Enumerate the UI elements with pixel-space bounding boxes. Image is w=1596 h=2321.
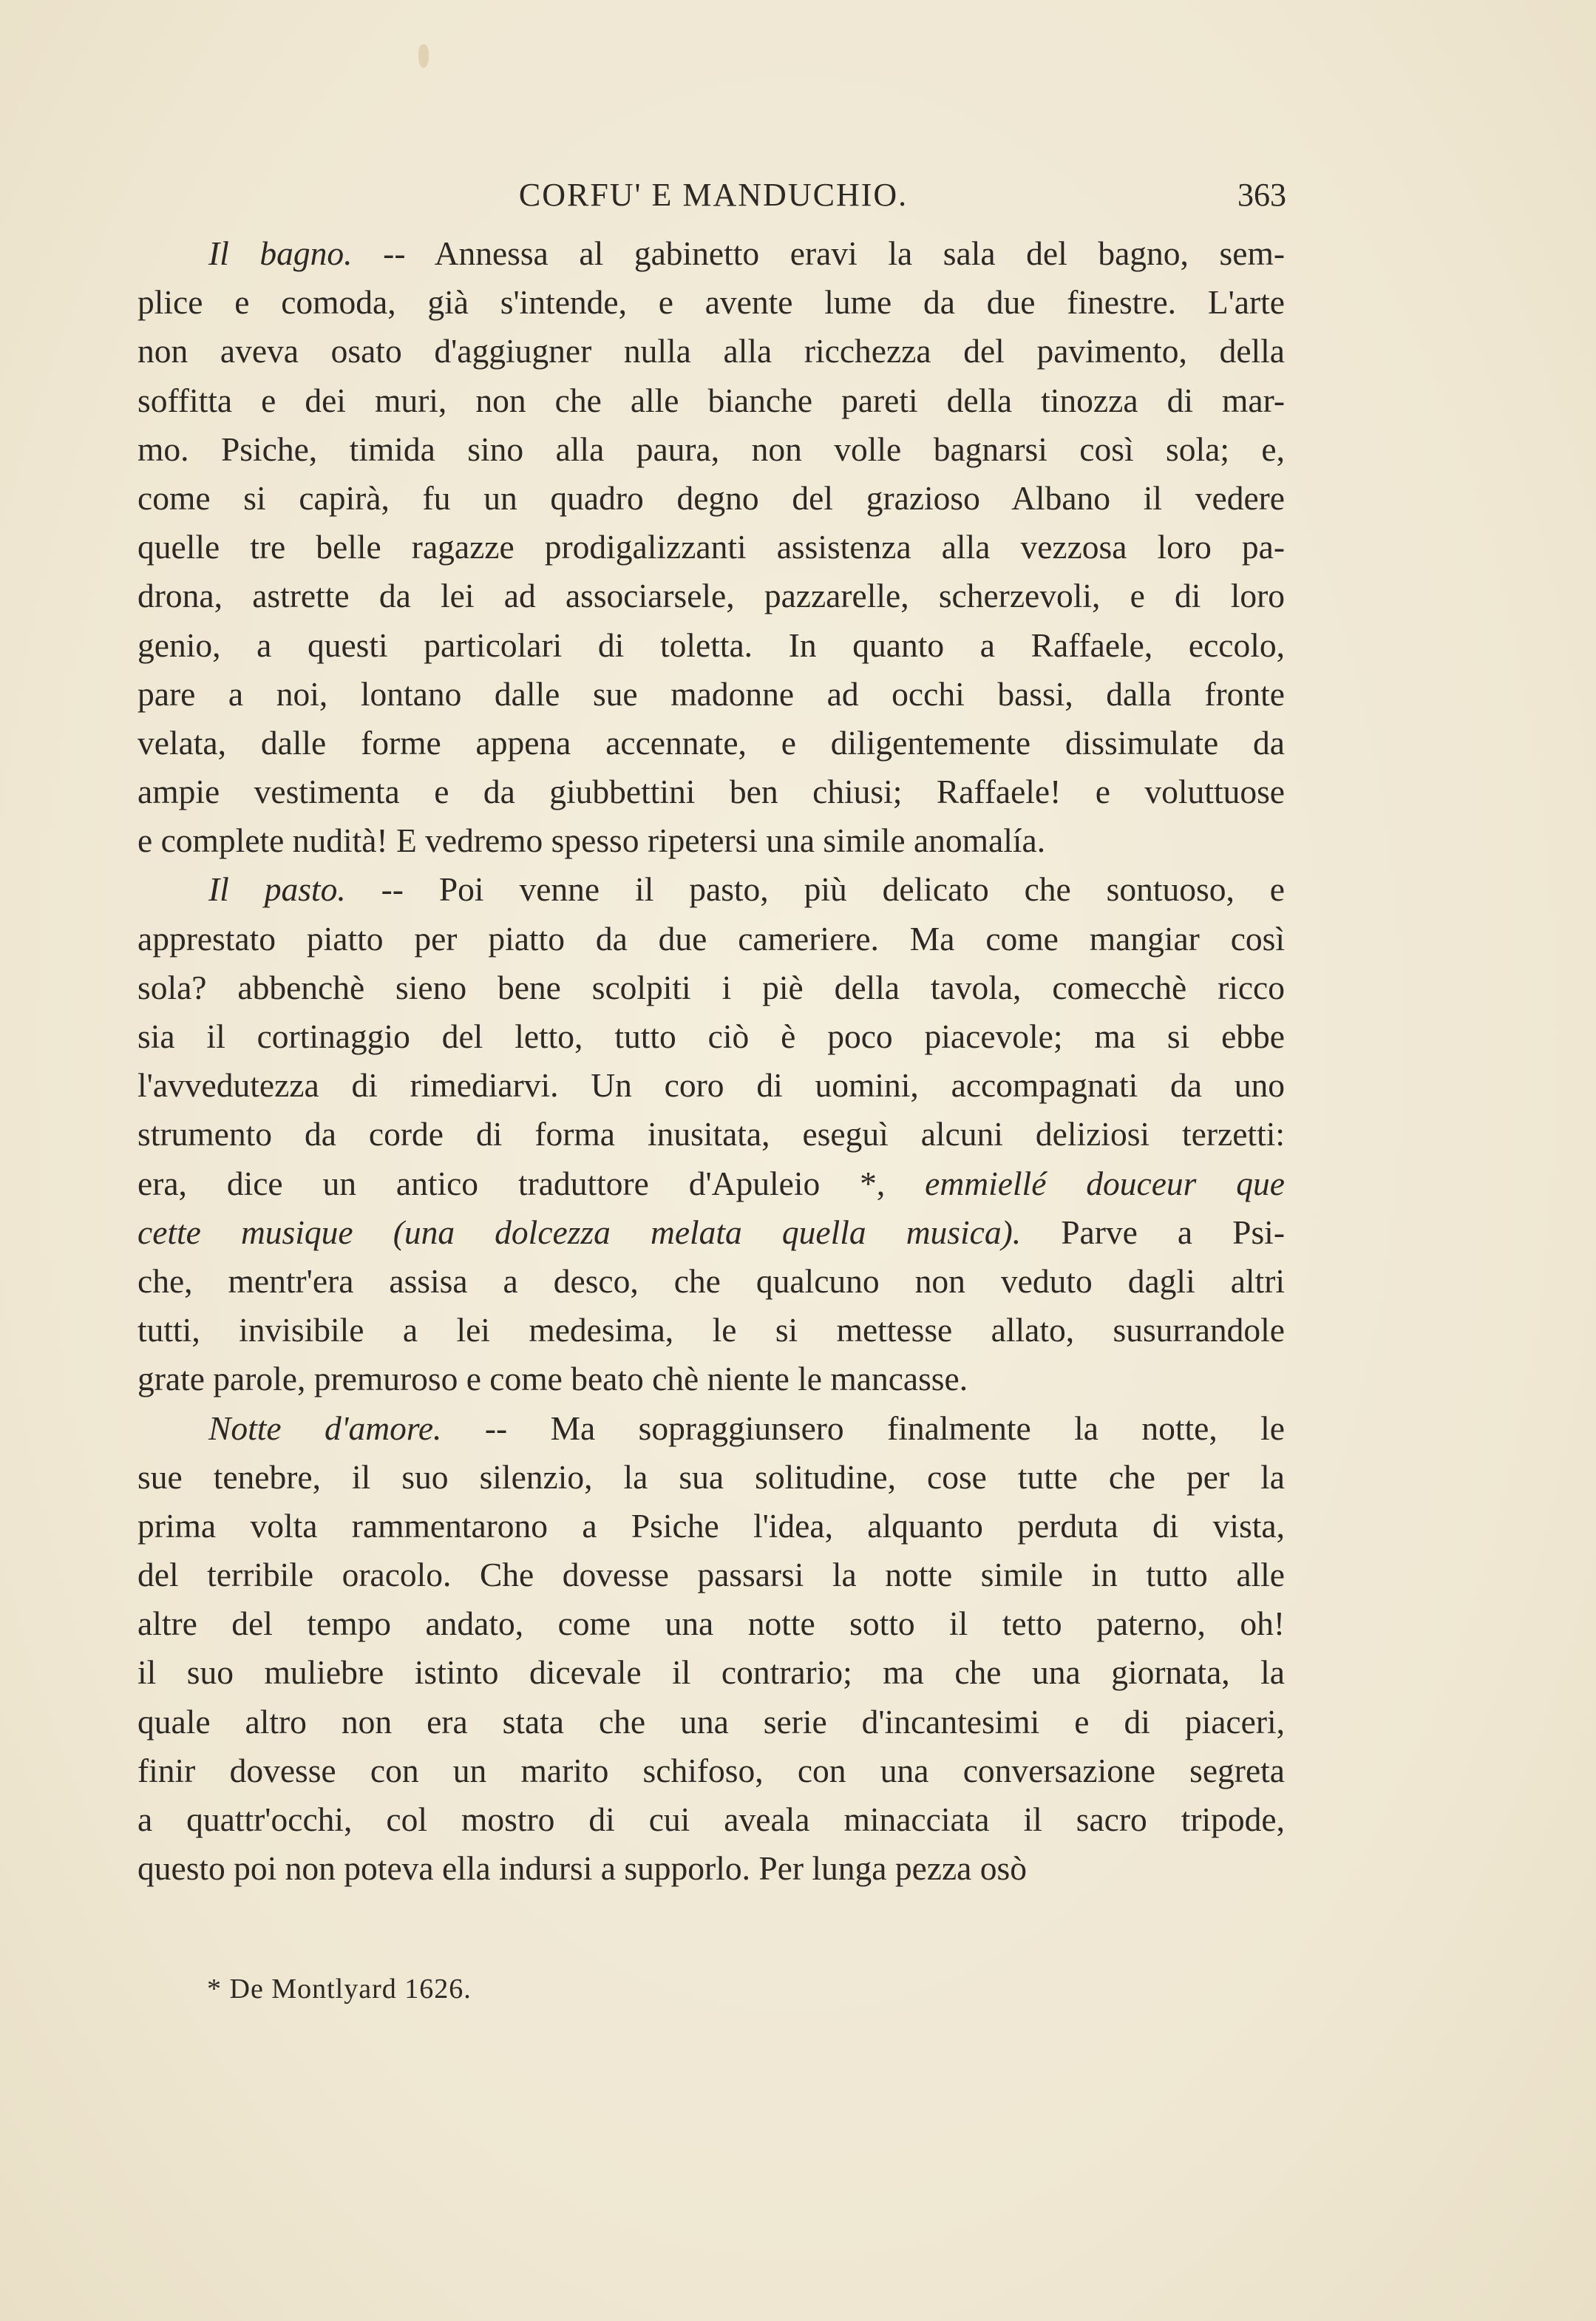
text-line [137, 1453, 1285, 1502]
text-line [137, 1306, 1285, 1355]
line-text: velata, dalle forme appena accennate, e diligentemente dissimulate da [137, 723, 1285, 762]
line-text: il suo muliebre istinto dicevale il contrario; ma che una giornata, la [137, 1653, 1285, 1692]
line-text: era, dice un antico traduttore d'Apuleio *, [137, 1164, 926, 1202]
text-line [137, 376, 1285, 425]
line-text: quelle tre belle ragazze prodigalizzanti assistenza alla vezzosa loro pa- [137, 528, 1285, 566]
line-text: apprestato piatto per piatto da due cameriere. Ma come mangiar così [137, 919, 1285, 958]
text-line [137, 1257, 1285, 1306]
text-line [137, 670, 1285, 719]
line-text: plice e comoda, già s'intende, e avente lume da due finestre. L'arte [137, 283, 1285, 322]
text-line [137, 1844, 1285, 1893]
text-line [137, 229, 1285, 278]
text-line [137, 1110, 1285, 1159]
text-line [137, 523, 1285, 572]
page-header [140, 176, 1286, 228]
line-text: ampie vestimenta e da giubbettini ben chiusi; Raffaele! e voluttuose [137, 773, 1285, 811]
line-text: e complete nudità! E vedremo spesso ripetersi una simile anomalía. [137, 821, 1046, 860]
text-line [137, 1208, 1285, 1257]
text-line [137, 1746, 1285, 1795]
line-text: non aveva osato d'aggiugner nulla alla ricchezza del pavimento, della [137, 332, 1285, 370]
text-line [137, 1551, 1285, 1599]
text-line [137, 719, 1285, 768]
text-line [137, 621, 1285, 670]
text-line [137, 816, 1285, 865]
text-line [137, 1012, 1285, 1061]
line-text: come si capirà, fu un quadro degno del grazioso Albano il vedere [137, 478, 1285, 517]
line-text: sola? abbenchè sieno bene scolpiti i piè della tavola, comecchè ricco [137, 968, 1285, 1006]
line-text: grate parole, premuroso e come beato chè niente le mancasse. [137, 1360, 968, 1398]
footnote: * De Montlyard 1626. [207, 1973, 472, 2005]
text-line [137, 915, 1285, 963]
page-number: 363 [1237, 177, 1286, 213]
line-text: genio, a questi particolari di toletta. In quanto a Raffaele, eccolo, [137, 626, 1285, 664]
paper-stain [418, 44, 429, 68]
italic-heading: Il bagno. [208, 234, 353, 272]
text-line [137, 1502, 1285, 1551]
line-text: soffitta e dei muri, non che alle bianche pareti della tinozza di mar- [137, 381, 1285, 419]
line-text: sue tenebre, il suo silenzio, la sua solitudine, cose tutte che per la [137, 1457, 1285, 1496]
line-text: l'avvedutezza di rimediarvi. Un coro di uomini, accompagnati da uno [137, 1066, 1285, 1105]
text-line [137, 1795, 1285, 1844]
line-text: pare a noi, lontano dalle sue madonne ad occhi bassi, dalla fronte [137, 674, 1285, 713]
line-text: -- Annessa al gabinetto eravi la sala del bagno, sem- [352, 234, 1285, 272]
italic-heading: cette musique (una dolcezza melata quella musica). [137, 1213, 1022, 1251]
line-text: altre del tempo andato, come una notte sotto il tetto paterno, oh! [137, 1605, 1285, 1643]
body-text [137, 229, 1285, 1893]
italic-heading: Notte d'amore. [208, 1409, 442, 1447]
text-line [137, 1159, 1285, 1208]
line-text: Parve a Psi- [1021, 1213, 1285, 1251]
line-text: a quattr'occhi, col mostro di cui aveala minacciata il sacro tripode, [137, 1800, 1285, 1838]
running-head: CORFU' E MANDUCHIO. [518, 177, 909, 213]
line-text: drona, astrette da lei ad associarsele, pazzarelle, scherzevoli, e di loro [137, 577, 1285, 615]
text-line [137, 1061, 1285, 1110]
text-line [137, 474, 1285, 523]
text-line [137, 1698, 1285, 1746]
line-text: finir dovesse con un marito schifoso, con una conversazione segreta [137, 1751, 1285, 1789]
text-line [137, 1404, 1285, 1453]
text-line [137, 425, 1285, 474]
line-text: sia il cortinaggio del letto, tutto ciò è poco piacevole; ma si ebbe [137, 1017, 1285, 1055]
line-text: -- Poi venne il pasto, più delicato che sontuoso, e [345, 870, 1285, 909]
line-text: del terribile oracolo. Che dovesse passarsi la notte simile in tutto alle [137, 1556, 1285, 1594]
text-line [137, 278, 1285, 327]
line-text: prima volta rammentarono a Psiche l'idea, alquanto perduta di vista, [137, 1506, 1285, 1545]
line-text: che, mentr'era assisa a desco, che qualcuno non veduto dagli altri [137, 1261, 1285, 1300]
text-line [137, 865, 1285, 914]
line-text: strumento da corde di forma inusitata, eseguì alcuni deliziosi terzetti: [137, 1115, 1285, 1153]
line-text: -- Ma sopraggiunsero finalmente la notte, le [441, 1409, 1285, 1447]
line-text: quale altro non era stata che una serie d'incantesimi e di piaceri, [137, 1702, 1285, 1741]
text-line [137, 768, 1285, 816]
text-line [137, 1648, 1285, 1697]
text-line [137, 963, 1285, 1012]
text-line [137, 572, 1285, 620]
line-text: questo poi non poteva ella indursi a supporlo. Per lunga pezza osò [137, 1849, 1027, 1888]
line-text: mo. Psiche, timida sino alla paura, non volle bagnarsi così sola; e, [137, 430, 1285, 468]
italic-quote: emmiellé douceur que [925, 1164, 1285, 1202]
text-line [137, 1355, 1285, 1403]
line-text: tutti, invisibile a lei medesima, le si mettesse allato, susurrandole [137, 1311, 1285, 1349]
text-line [137, 1599, 1285, 1648]
text-line [137, 327, 1285, 376]
italic-heading: Il pasto. [208, 870, 346, 909]
